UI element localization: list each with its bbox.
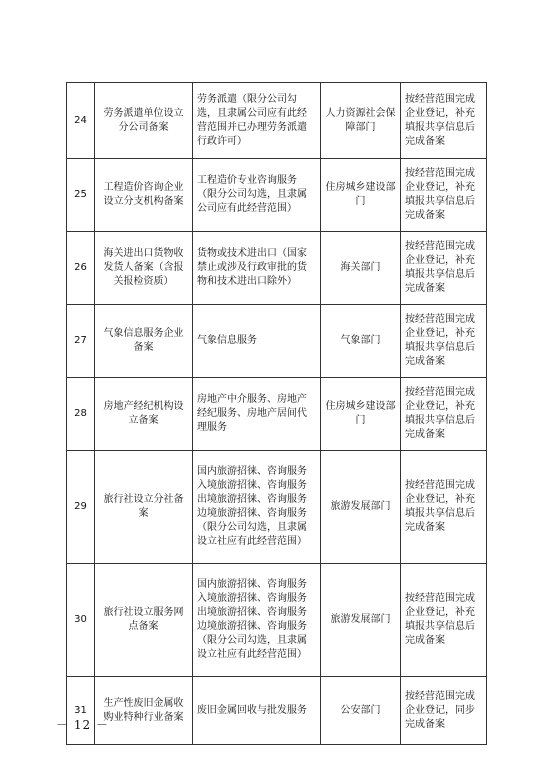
business-scope: 废旧金属回收与批发服务 <box>193 677 321 745</box>
filing-item-name: 工程造价咨询企业设立分支机构备案 <box>95 159 193 232</box>
table-row <box>67 564 487 677</box>
business-scope: 房地产中介服务、房地产经纪服务、房地产居间代理服务 <box>193 378 321 451</box>
row-number: 31 <box>67 677 95 745</box>
filing-item-name: 气象信息服务企业备案 <box>95 305 193 378</box>
business-scope: 劳务派遣（限分公司勾选，且隶属公司应有此经营范围并已办理劳务派遣行政许可） <box>193 83 321 159</box>
page-number: － 12 － <box>56 718 109 732</box>
filing-method: 按经营范围完成企业登记，补充填报共享信息后完成备案 <box>401 232 487 305</box>
filing-item-name: 旅行社设立服务网点备案 <box>95 564 193 677</box>
row-number: 28 <box>67 378 95 451</box>
table-row <box>67 305 487 378</box>
filing-method: 按经营范围完成企业登记，补充填报共享信息后完成备案 <box>401 378 487 451</box>
filing-item-name: 旅行社设立分社备案 <box>95 451 193 564</box>
filing-item-name: 房地产经纪机构设立备案 <box>95 378 193 451</box>
table-row <box>67 677 487 745</box>
responsible-department: 海关部门 <box>321 232 401 305</box>
filing-method: 按经营范围完成企业登记，补充填报共享信息后完成备案 <box>401 564 487 677</box>
filing-method: 按经营范围完成企业登记，补充填报共享信息后完成备案 <box>401 83 487 159</box>
business-scope: 国内旅游招徕、咨询服务入境旅游招徕、咨询服务出境旅游招徕、咨询服务边境旅游招徕、咨询服务（限分公司勾选，且隶属设立社应有此经营范围） <box>193 451 321 564</box>
table-row <box>67 232 487 305</box>
responsible-department: 住房城乡建设部门 <box>321 159 401 232</box>
row-number: 30 <box>67 564 95 677</box>
responsible-department: 公安部门 <box>321 677 401 745</box>
filing-method: 按经营范围完成企业登记，补充填报共享信息后完成备案 <box>401 159 487 232</box>
table-row <box>67 378 487 451</box>
responsible-department: 旅游发展部门 <box>321 451 401 564</box>
table-row <box>67 83 487 159</box>
filing-items-table <box>66 82 487 745</box>
business-scope: 国内旅游招徕、咨询服务入境旅游招徕、咨询服务出境旅游招徕、咨询服务边境旅游招徕、咨询服务（限分公司勾选，且隶属设立社应有此经营范围） <box>193 564 321 677</box>
row-number: 29 <box>67 451 95 564</box>
business-scope: 货物或技术进出口（国家禁止或涉及行政审批的货物和技术进出口除外） <box>193 232 321 305</box>
table-row <box>67 159 487 232</box>
table-row <box>67 451 487 564</box>
filing-method: 按经营范围完成企业登记，同步完成备案 <box>401 677 487 745</box>
row-number: 26 <box>67 232 95 305</box>
row-number: 27 <box>67 305 95 378</box>
row-number: 25 <box>67 159 95 232</box>
responsible-department: 住房城乡建设部门 <box>321 378 401 451</box>
responsible-department: 旅游发展部门 <box>321 564 401 677</box>
filing-item-name: 海关进出口货物收发货人备案（含报关报检资质） <box>95 232 193 305</box>
row-number: 24 <box>67 83 95 159</box>
responsible-department: 人力资源社会保障部门 <box>321 83 401 159</box>
responsible-department: 气象部门 <box>321 305 401 378</box>
filing-item-name: 生产性废旧金属收购业特种行业备案 <box>95 677 193 745</box>
filing-method: 按经营范围完成企业登记，补充填报共享信息后完成备案 <box>401 305 487 378</box>
filing-method: 按经营范围完成企业登记，补充填报共享信息后完成备案 <box>401 451 487 564</box>
business-scope: 工程造价专业咨询服务（限分公司勾选，且隶属公司应有此经营范围） <box>193 159 321 232</box>
business-scope: 气象信息服务 <box>193 305 321 378</box>
filing-item-name: 劳务派遣单位设立分公司备案 <box>95 83 193 159</box>
